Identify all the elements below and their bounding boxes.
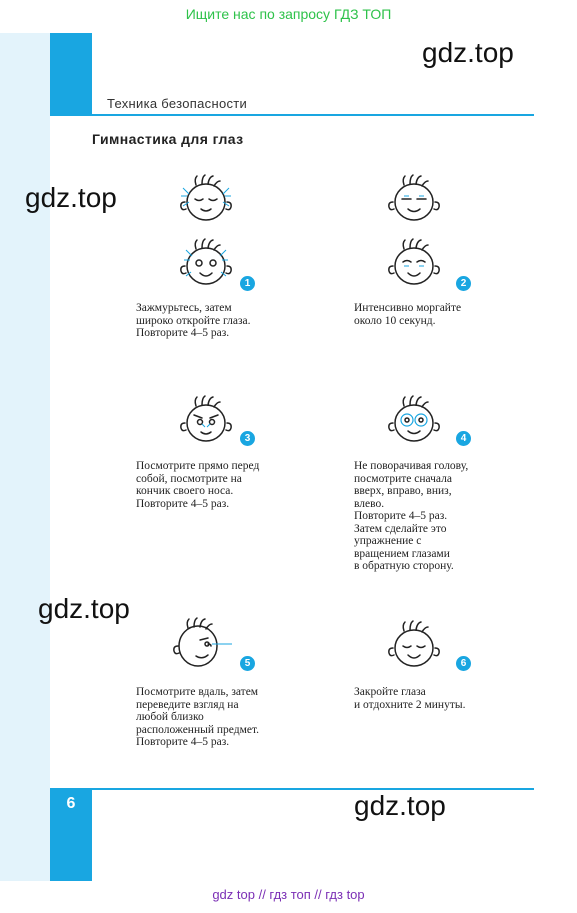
caption-line: расположенный предмет. bbox=[136, 723, 260, 736]
left-margin-strip bbox=[0, 33, 50, 881]
exercise-caption bbox=[354, 460, 468, 573]
section-title: Техника безопасности bbox=[107, 96, 248, 111]
caption-line: Закройте глаза bbox=[354, 686, 426, 698]
caption-line: в обратную сторону. bbox=[354, 560, 454, 572]
caption-line: широко откройте глаза. bbox=[136, 314, 251, 327]
face-eye-rotation-icon bbox=[384, 393, 444, 445]
caption-line: Повторите 4–5 раз. bbox=[136, 736, 230, 748]
caption-line: Затем сделайте это bbox=[354, 522, 447, 535]
face-eyes-squeezed-icon bbox=[176, 172, 236, 224]
watermark: gdz.top bbox=[354, 790, 446, 821]
caption-line: Повторите 4–5 раз. bbox=[354, 510, 448, 522]
page-number: 6 bbox=[66, 795, 76, 812]
caption-line: около 10 секунд. bbox=[354, 314, 436, 327]
exercise-number-badge: 5 bbox=[240, 656, 255, 671]
exercise-caption bbox=[136, 686, 259, 749]
caption-line: Посмотрите вдаль, затем bbox=[136, 686, 259, 698]
exercise-caption bbox=[354, 302, 461, 327]
exercise-number-badge: 1 bbox=[240, 276, 255, 291]
exercise-caption bbox=[136, 460, 259, 510]
exercise-number-badge: 3 bbox=[240, 431, 255, 446]
caption-line: Посмотрите прямо перед bbox=[136, 460, 260, 472]
caption-line: посмотрите сначала bbox=[354, 472, 452, 485]
caption-line: Зажмурьтесь, затем bbox=[136, 302, 232, 314]
header-accent-block bbox=[50, 33, 92, 116]
face-look-far-icon bbox=[170, 614, 240, 674]
watermark: gdz.top bbox=[422, 37, 514, 68]
watermark: gdz.top bbox=[38, 593, 130, 624]
caption-line: Повторите 4–5 раз. bbox=[136, 497, 230, 510]
caption-line: переведите взгляд на bbox=[136, 698, 239, 711]
face-look-nose-icon bbox=[176, 393, 236, 445]
caption-line: Интенсивно моргайте bbox=[354, 302, 462, 314]
exercise-caption bbox=[136, 302, 251, 340]
face-eyes-wide-icon bbox=[176, 236, 236, 288]
exercise-number-badge: 4 bbox=[456, 431, 471, 446]
face-blink-closed-icon bbox=[384, 172, 444, 224]
face-blink-open-icon bbox=[384, 236, 444, 288]
header-divider bbox=[92, 114, 534, 116]
caption-line: собой, посмотрите на bbox=[136, 472, 242, 485]
top-banner[interactable]: Ищите нас по запросу ГДЗ ТОП bbox=[185, 6, 392, 22]
footer-divider bbox=[92, 788, 534, 790]
caption-line: вверх, вправо, вниз, bbox=[354, 485, 452, 497]
caption-line: влево. bbox=[354, 497, 385, 510]
watermark: gdz.top bbox=[25, 182, 117, 213]
face-eyes-closed-rest-icon bbox=[384, 618, 444, 670]
caption-line: и отдохните 2 минуты. bbox=[354, 698, 466, 711]
caption-line: Повторите 4–5 раз. bbox=[136, 327, 230, 339]
exercise-number-badge: 2 bbox=[456, 276, 471, 291]
caption-line: упражнение с bbox=[354, 535, 422, 547]
caption-line: вращением глазами bbox=[354, 547, 450, 560]
caption-line: Не поворачивая голову, bbox=[354, 460, 469, 472]
exercise-number-badge: 6 bbox=[456, 656, 471, 671]
caption-line: любой близко bbox=[136, 711, 204, 723]
caption-line: кончик своего носа. bbox=[136, 485, 234, 497]
page-heading: Гимнастика для глаз bbox=[92, 131, 244, 147]
bottom-banner[interactable]: gdz top // гдз топ // гдз top bbox=[212, 887, 365, 902]
exercise-caption bbox=[354, 686, 465, 711]
